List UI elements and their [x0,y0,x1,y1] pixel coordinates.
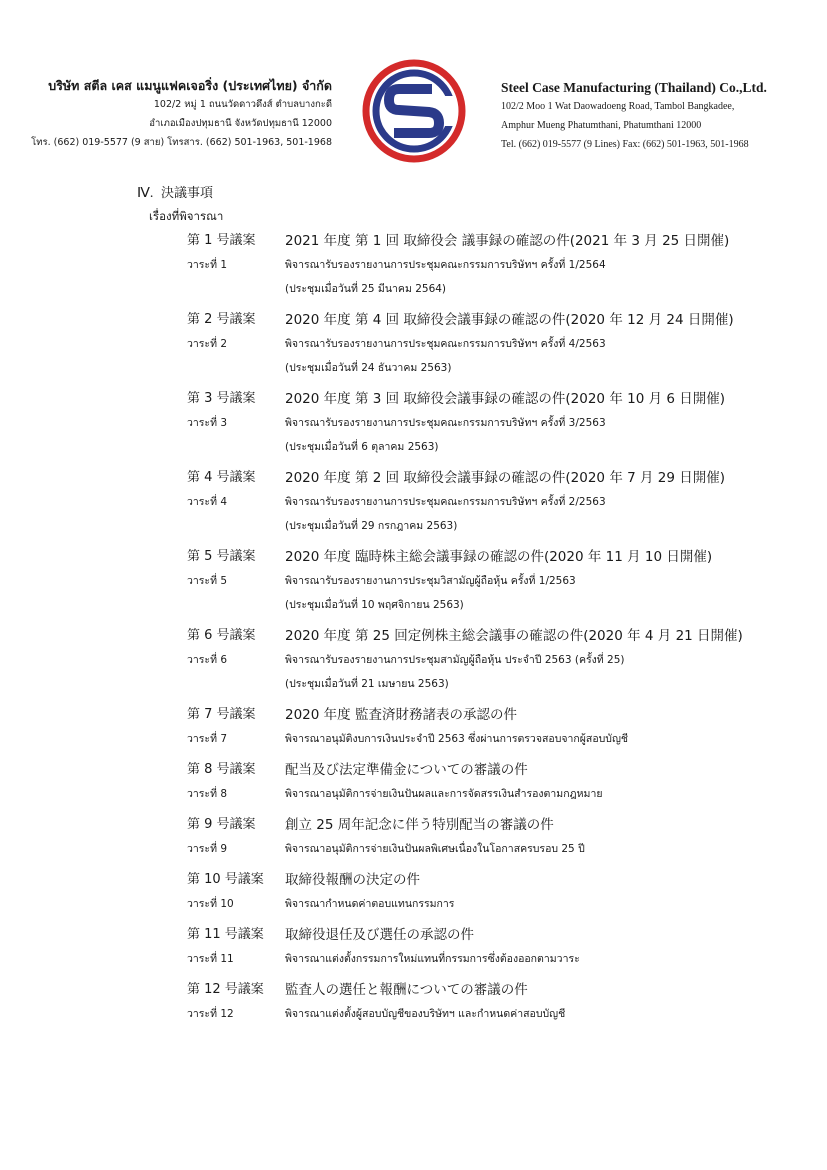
company-name-thai: บริษัท สตีล เคส แมนูแฟคเจอริ่ง (ประเทศไทย) จำกัด [48,78,332,93]
agenda-title-jp: 監査人の選任と報酬についての審議の件 [285,982,528,998]
resolutions-section [137,183,827,1033]
agenda-list [137,229,827,1026]
agenda-description-th: พิจารณาแต่งตั้งกรรมการใหม่แทนที่กรรมการซึ่งต้องออกตามวาระ [285,953,580,965]
address-line-2-thai: อำเภอเมืองปทุมธานี จังหวัดปทุมธานี 12000 [149,118,332,129]
letterhead-thai [31,76,332,152]
agenda-title-jp: 2020 年度 第 2 回 取締役会議事録の確認の件(2020 年 7 月 29 日開催) [285,470,726,486]
agenda-title-row [137,813,827,837]
agenda-number-jp: 第 9 号議案 [187,817,256,832]
agenda-item [137,545,827,617]
agenda-number-jp: 第 5 号議案 [187,549,256,564]
agenda-date-row [137,593,827,617]
agenda-title-row [137,758,827,782]
agenda-description-th: พิจารณาอนุมัติการจ่ายเงินปันผลและการจัดสรรเงินสำรองตามกฎหมาย [285,788,603,800]
agenda-desc-row [137,332,827,356]
agenda-meeting-date: (ประชุมเมื่อวันที่ 21 เมษายน 2563) [285,678,449,690]
agenda-number-jp: 第 2 号議案 [187,312,256,327]
agenda-date-row [137,277,827,301]
agenda-item [137,624,827,696]
agenda-title-jp: 2021 年度 第 1 回 取締役会 議事録の確認の件(2021 年 3 月 25 日開催) [285,233,730,249]
agenda-item [137,923,827,971]
agenda-item [137,813,827,861]
agenda-item [137,758,827,806]
agenda-title-jp: 取締役退任及び選任の承認の件 [285,927,474,943]
agenda-item [137,387,827,459]
agenda-description-th: พิจารณากำหนดค่าตอบแทนกรรมการ [285,898,455,910]
letterhead-english [501,78,767,154]
agenda-item [137,466,827,538]
agenda-item [137,308,827,380]
agenda-number-jp: 第 8 号議案 [187,762,256,777]
agenda-title-row [137,229,827,253]
agenda-number-jp: 第 11 号議案 [187,927,264,942]
agenda-meeting-date: (ประชุมเมื่อวันที่ 6 ตุลาคม 2563) [285,441,439,453]
agenda-number-jp: 第 3 号議案 [187,391,256,406]
agenda-number-jp: 第 10 号議案 [187,872,264,887]
agenda-desc-row [137,648,827,672]
agenda-number-th: วาระที่ 12 [187,1008,234,1020]
agenda-item [137,703,827,751]
agenda-description-th: พิจารณารับรองรายงานการประชุมสามัญผู้ถือหุ้น ประจำปี 2563 (ครั้งที่ 25) [285,654,625,666]
agenda-number-th: วาระที่ 8 [187,788,228,800]
agenda-number-th: วาระที่ 10 [187,898,234,910]
agenda-description-th: พิจารณาแต่งตั้งผู้สอบบัญชีของบริษัทฯ และกำหนดค่าสอบบัญชี [285,1008,566,1020]
agenda-description-th: พิจารณาอนุมัติการจ่ายเงินปันผลพิเศษเนื่องในโอกาสครบรอบ 25 ปี [285,843,585,855]
address-line-1-english: 102/2 Moo 1 Wat Daowadoeng Road, Tambol Bangkadee, [501,101,735,112]
agenda-meeting-date: (ประชุมเมื่อวันที่ 29 กรกฎาคม 2563) [285,520,458,532]
agenda-number-jp: 第 12 号議案 [187,982,264,997]
agenda-desc-row [137,411,827,435]
agenda-date-row [137,514,827,538]
agenda-title-jp: 2020 年度 第 25 回定例株主総会議事の確認の件(2020 年 4 月 21 日開催) [285,628,743,644]
agenda-title-row [137,387,827,411]
agenda-title-row [137,545,827,569]
section-heading [137,183,827,205]
sc-logo-icon [359,56,469,166]
agenda-number-th: วาระที่ 2 [187,338,228,350]
agenda-description-th: พิจารณารับรองรายงานการประชุมคณะกรรมการบริษัทฯ ครั้งที่ 1/2564 [285,259,606,271]
agenda-number-th: วาระที่ 4 [187,496,228,508]
agenda-desc-row [137,1002,827,1026]
agenda-date-row [137,356,827,380]
agenda-number-th: วาระที่ 3 [187,417,228,429]
agenda-item [137,868,827,916]
agenda-date-row [137,435,827,459]
phone-english: Tel. (662) 019-5577 (9 Lines) Fax: (662) 501-1963, 501-1968 [501,139,749,150]
agenda-title-jp: 配当及び法定準備金についての審議の件 [285,762,528,778]
agenda-number-th: วาระที่ 9 [187,843,228,855]
agenda-item [137,978,827,1026]
phone-thai: โทร. (662) 019-5577 (9 สาย) โทรสาร. (662) 501-1963, 501-1968 [31,137,332,148]
agenda-description-th: พิจารณาอนุมัติงบการเงินประจำปี 2563 ซึ่งผ่านการตรวจสอบจากผู้สอบบัญชี [285,733,629,745]
agenda-title-row [137,624,827,648]
agenda-number-th: วาระที่ 6 [187,654,228,666]
agenda-title-jp: 2020 年度 第 4 回 取締役会議事録の確認の件(2020 年 12 月 24 日開催) [285,312,734,328]
agenda-desc-row [137,947,827,971]
letterhead [0,0,827,175]
agenda-desc-row [137,253,827,277]
agenda-title-jp: 2020 年度 臨時株主総会議事録の確認の件(2020 年 11 月 10 日開催) [285,549,713,565]
agenda-desc-row [137,727,827,751]
agenda-title-jp: 取締役報酬の決定の件 [285,872,420,888]
agenda-description-th: พิจารณารับรองรายงานการประชุมคณะกรรมการบริษัทฯ ครั้งที่ 4/2563 [285,338,606,350]
agenda-title-row [137,868,827,892]
agenda-desc-row [137,569,827,593]
company-name-english: Steel Case Manufacturing (Thailand) Co.,Ltd. [501,80,767,95]
agenda-item [137,229,827,301]
agenda-desc-row [137,837,827,861]
agenda-description-th: พิจารณารับรองรายงานการประชุมคณะกรรมการบริษัทฯ ครั้งที่ 3/2563 [285,417,606,429]
agenda-meeting-date: (ประชุมเมื่อวันที่ 24 ธันวาคม 2563) [285,362,452,374]
agenda-number-jp: 第 6 号議案 [187,628,256,643]
agenda-title-row [137,466,827,490]
agenda-date-row [137,672,827,696]
agenda-desc-row [137,892,827,916]
agenda-number-th: วาระที่ 1 [187,259,228,271]
agenda-title-jp: 2020 年度 第 3 回 取締役会議事録の確認の件(2020 年 10 月 6 日開催) [285,391,726,407]
agenda-description-th: พิจารณารับรองรายงานการประชุมวิสามัญผู้ถือหุ้น ครั้งที่ 1/2563 [285,575,576,587]
address-line-1-thai: 102/2 หมู่ 1 ถนนวัดดาวดึงส์ ตำบลบางกะดี [153,99,332,110]
agenda-title-jp: 創立 25 周年記念に伴う特別配当の審議の件 [285,817,554,833]
section-subheading: เรื่องที่พิจารณา [149,209,224,223]
agenda-desc-row [137,782,827,806]
agenda-number-jp: 第 1 号議案 [187,233,256,248]
agenda-title-row [137,703,827,727]
agenda-meeting-date: (ประชุมเมื่อวันที่ 25 มีนาคม 2564) [285,283,447,295]
agenda-description-th: พิจารณารับรองรายงานการประชุมคณะกรรมการบริษัทฯ ครั้งที่ 2/2563 [285,496,606,508]
agenda-title-row [137,308,827,332]
agenda-number-th: วาระที่ 7 [187,733,228,745]
agenda-meeting-date: (ประชุมเมื่อวันที่ 10 พฤศจิกายน 2563) [285,599,464,611]
section-title: 決議事項 [161,186,214,201]
agenda-number-th: วาระที่ 5 [187,575,228,587]
address-line-2-english: Amphur Mueng Phatumthani, Phatumthani 12000 [501,120,702,131]
agenda-number-jp: 第 7 号議案 [187,707,256,722]
agenda-title-row [137,978,827,1002]
agenda-desc-row [137,490,827,514]
agenda-title-jp: 2020 年度 監査済財務諸表の承認の件 [285,707,517,723]
agenda-number-jp: 第 4 号議案 [187,470,256,485]
agenda-number-th: วาระที่ 11 [187,953,234,965]
agenda-title-row [137,923,827,947]
section-number: Ⅳ. [137,186,154,201]
